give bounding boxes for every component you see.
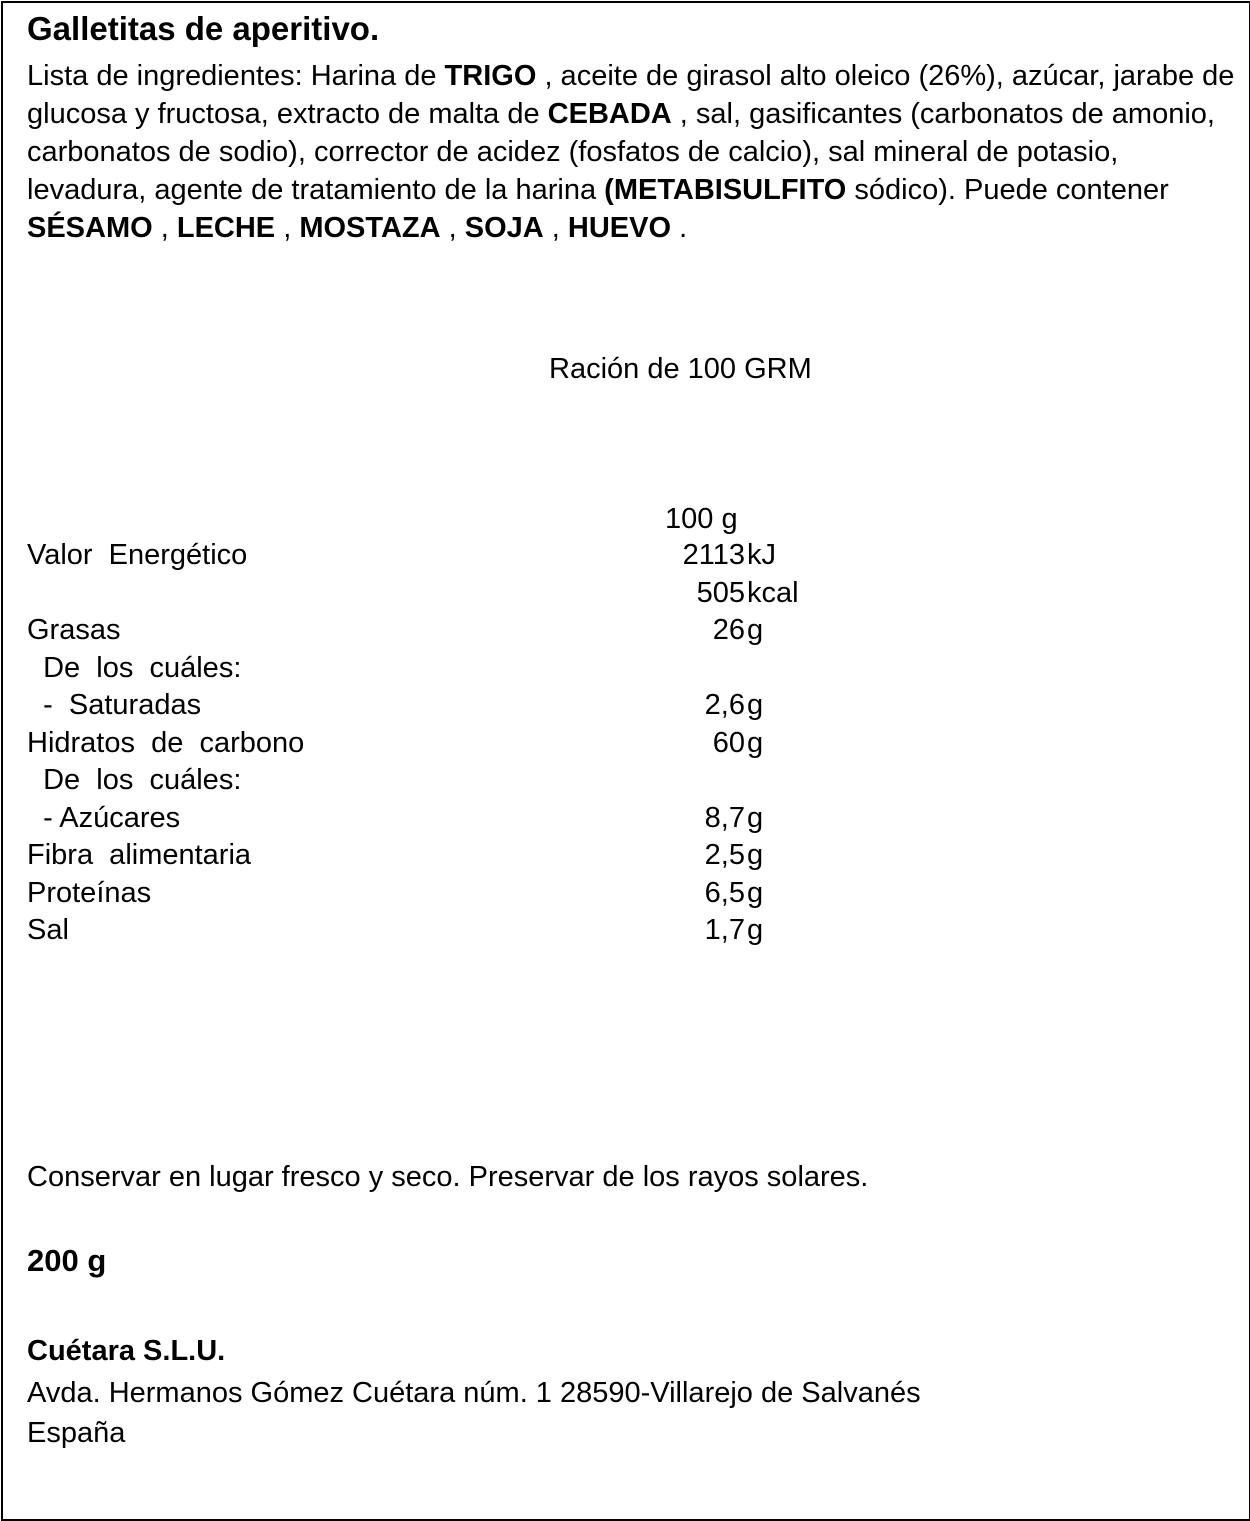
allergen-text: (METABISULFITO [604,174,847,206]
ingredients-text: , aceite de girasol alto oleico (26%), azúcar, jarabe de glucosa y fructosa, extracto de malta de [27,60,1235,130]
nutrition-row [27,650,927,686]
nutrient-value: 2,5 [704,839,745,871]
nutrient-label: - Azúcares [27,802,181,834]
nutrition-row [27,837,927,873]
nutrient-unit: g [747,689,764,721]
allergen-text: MOSTAZA [299,212,441,244]
nutrient-unit: kcal [747,577,799,609]
storage-instructions: Conservar en lugar fresco y seco. Preservar de los rayos solares. [27,1161,869,1193]
ingredients-list [27,57,1237,247]
nutrition-row [27,575,927,611]
ingredients-text: Lista de ingredientes: Harina de [27,60,445,92]
net-weight: 200 g [27,1243,107,1278]
nutrient-label: - Saturadas [27,689,202,721]
product-label-panel [1,1,1250,1521]
company-address: Avda. Hermanos Gómez Cuétara núm. 1 28590-Villarejo de Salvanés [27,1377,921,1409]
nutrient-unit: g [747,614,764,646]
ingredients-text: sódico). Puede contener [846,174,1169,206]
nutrient-label: De los cuáles: [27,764,242,796]
nutrient-unit: g [747,839,764,871]
nutrient-unit: g [747,727,764,759]
allergen-text: LECHE [176,212,276,244]
ingredients-text: , [152,212,177,244]
nutrition-row [27,537,927,573]
nutrient-label: Fibra alimentaria [27,839,252,871]
nutrient-unit: kJ [747,539,776,571]
allergen-text: TRIGO [444,60,537,92]
nutrition-row [27,687,927,723]
nutrition-row [27,762,927,798]
nutrient-unit: g [747,802,764,834]
nutrient-label: Hidratos de carbono [27,727,305,759]
serving-size: Ración de 100 GRM [549,353,812,385]
company-country: España [27,1417,126,1449]
nutrient-value: 6,5 [704,877,745,909]
nutrient-value: 60 [712,727,745,759]
allergen-text: SOJA [464,212,544,244]
allergen-text: CEBADA [547,98,672,130]
nutrient-label: De los cuáles: [27,652,242,684]
nutrient-label: Valor Energético [27,539,248,571]
product-title: Galletitas de aperitivo. [27,10,380,47]
company-name: Cuétara S.L.U. [27,1335,226,1367]
ingredients-text: , [275,212,300,244]
allergen-text: SÉSAMO [27,212,153,244]
nutrient-unit: g [747,877,764,909]
nutrition-row [27,912,927,948]
nutrient-value: 2113 [682,539,745,571]
allergen-text: HUEVO [567,212,672,244]
nutrition-row [27,800,927,836]
ingredients-text: , [440,212,465,244]
nutrient-label: Grasas [27,614,121,646]
nutrition-column-header: 100 g [665,503,738,535]
nutrient-value: 1,7 [704,914,745,946]
nutrient-label: Proteínas [27,877,152,909]
nutrition-row [27,875,927,911]
ingredients-text: , [543,212,568,244]
nutrient-label: Sal [27,914,69,946]
nutrient-value: 8,7 [704,802,745,834]
nutrient-value: 2,6 [704,689,745,721]
nutrient-unit: g [747,914,764,946]
ingredients-text: , sal, gasificantes (carbonatos de amonio, carbonatos de sodio), corrector de acidez (fosfatos de calcio), sal mineral de potasio, levadura, agente de tratamiento de la harina [27,98,1215,206]
nutrient-value: 26 [712,614,745,646]
nutrition-row [27,725,927,761]
nutrition-row [27,612,927,648]
ingredients-text: . [671,212,688,244]
nutrient-value: 505 [696,577,745,609]
